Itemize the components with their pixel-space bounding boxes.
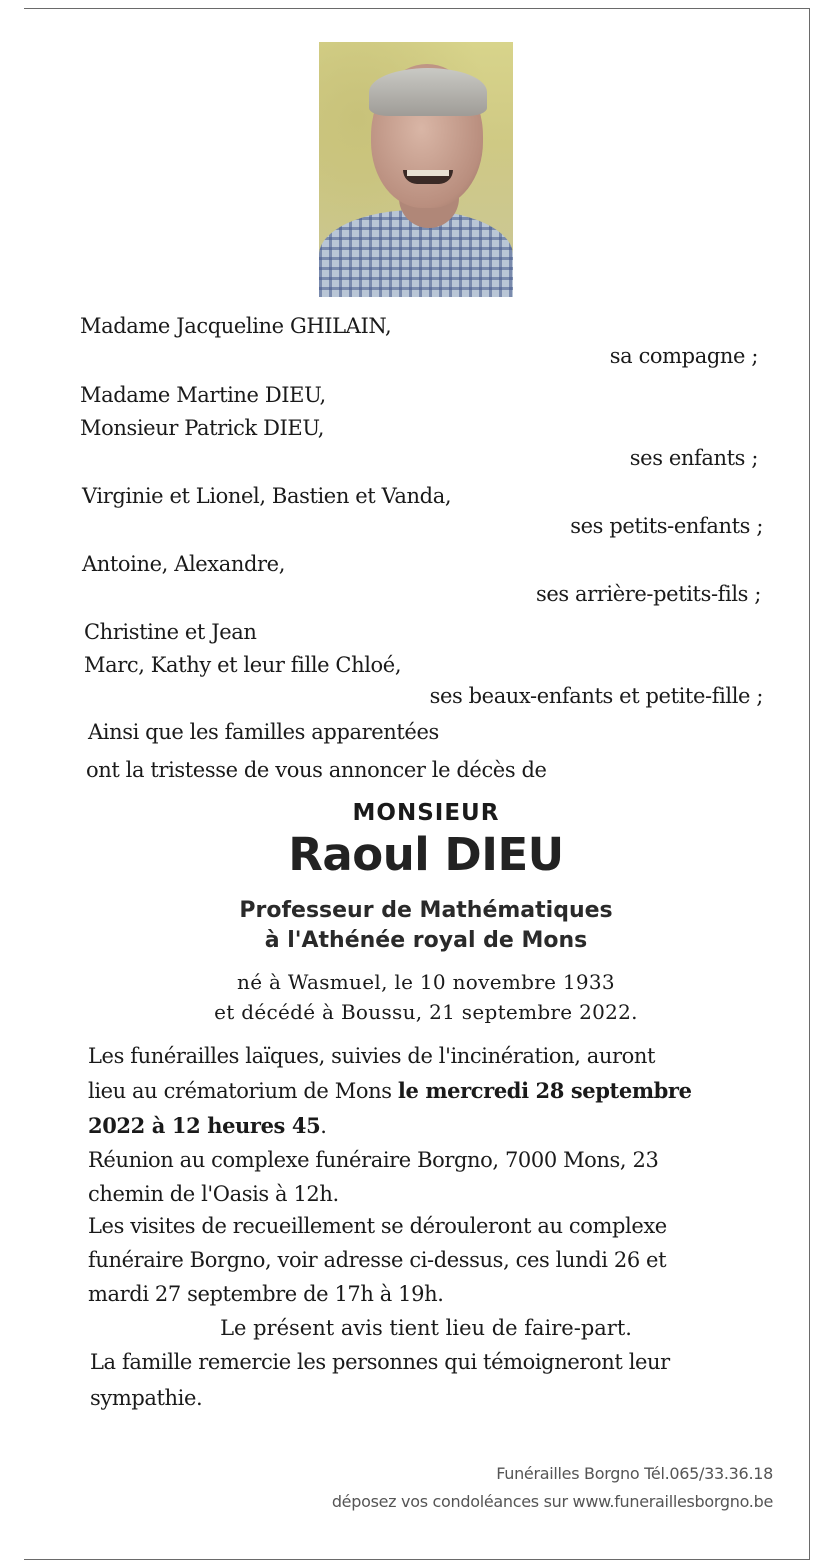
funeral-details-line: Les funérailles laïques, suivies de l'incinération, auront [88, 1044, 656, 1068]
funeral-details-line: 2022 à 12 heures 45. [88, 1113, 327, 1138]
family-role: ses arrière-petits-fils ; [535, 582, 761, 606]
family-role: ses petits-enfants ; [570, 514, 763, 538]
funeral-details-line: lieu au crématorium de Mons le mercredi 28 septembre [88, 1078, 692, 1103]
family-role: ses beaux-enfants et petite-fille ; [429, 684, 763, 708]
family-line: Virginie et Lionel, Bastien et Vanda, [82, 484, 452, 508]
profession-line: Professeur de Mathématiques [239, 898, 613, 923]
thanks-line: sympathie. [90, 1386, 203, 1410]
portrait-photo [319, 42, 513, 297]
meeting-line: Réunion au complexe funéraire Borgno, 7000 Mons, 23 [88, 1148, 659, 1172]
notice-line: Le présent avis tient lieu de faire-part. [220, 1316, 632, 1340]
family-line: Christine et Jean [84, 620, 257, 644]
birth-line: né à Wasmuel, le 10 novembre 1933 [237, 970, 615, 994]
honorific: MONSIEUR [352, 800, 500, 826]
visits-line: funéraire Borgno, voir adresse ci-dessus, ces lundi 26 et [88, 1248, 667, 1272]
meeting-line: chemin de l'Oasis à 12h. [88, 1182, 339, 1206]
thanks-line: La famille remercie les personnes qui témoigneront leur [90, 1350, 670, 1374]
announcement-line: ont la tristesse de vous annoncer le décès de [86, 758, 547, 782]
family-line: Ainsi que les familles apparentées [88, 720, 439, 744]
family-line: Madame Martine DIEU, [80, 383, 326, 407]
death-line: et décédé à Boussu, 21 septembre 2022. [214, 1000, 638, 1024]
visits-line: Les visites de recueillement se dérouleront au complexe [88, 1214, 667, 1238]
condolences-website: déposez vos condoléances sur www.funeraillesborgno.be [331, 1492, 773, 1511]
family-role: ses enfants ; [629, 446, 758, 470]
family-line: Antoine, Alexandre, [82, 552, 285, 576]
family-line: Monsieur Patrick DIEU, [80, 416, 324, 440]
visits-line: mardi 27 septembre de 17h à 19h. [88, 1282, 444, 1306]
family-role: sa compagne ; [609, 344, 758, 368]
family-line: Madame Jacqueline GHILAIN, [80, 314, 392, 338]
funeral-home-phone: Funérailles Borgno Tél.065/33.36.18 [496, 1464, 773, 1483]
deceased-name: Raoul DIEU [288, 828, 564, 881]
family-line: Marc, Kathy et leur fille Chloé, [84, 653, 402, 677]
profession-line: à l'Athénée royal de Mons [264, 928, 588, 953]
